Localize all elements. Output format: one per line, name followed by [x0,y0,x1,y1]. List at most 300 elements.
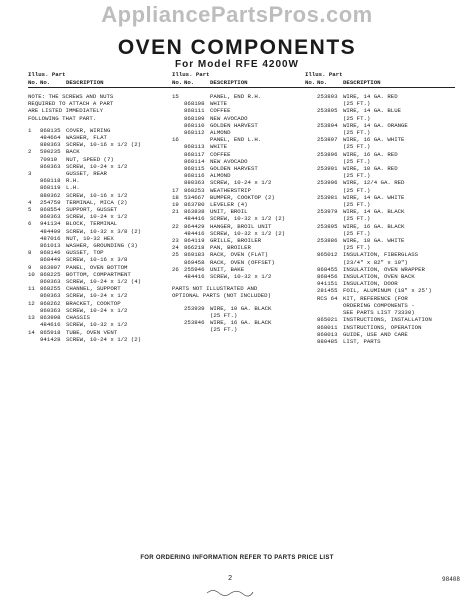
part-number: 484416 [184,215,205,223]
part-number: 864429 [184,222,205,230]
part-number: RCS 64 [317,294,338,302]
part-description: (23/4" x 82" x 19") [343,258,408,266]
part-row [305,165,455,172]
part-description: BACK [66,148,80,156]
illus-number [305,100,317,107]
part-number: 868135 [40,126,61,134]
illus-number: 17 [172,186,179,194]
part-number: 253901 [317,165,338,173]
parts-column-3 [305,71,455,345]
part-row [172,122,310,129]
part-row [172,107,310,114]
watermark-text: AppliancePartsPros.com [101,2,373,27]
part-description: BOTTOM, COMPARTMENT [66,270,131,278]
illus-number [172,143,184,150]
part-number: 868117 [184,150,205,158]
illus-number [305,136,317,143]
illus-number [305,338,317,345]
part-row [305,309,455,316]
part-number: 484409 [40,227,61,235]
part-row [172,194,310,201]
part-row [28,264,176,271]
part-row [28,177,176,184]
part-row [28,278,176,285]
part-number [317,115,343,122]
part-row [172,208,310,215]
part-row [172,237,310,244]
part-description: NEW AVOCADO [210,157,248,165]
illus-number [305,187,317,194]
part-description: GUSSET, TOP [66,249,104,257]
illus-number [305,280,317,287]
part-row [305,259,455,266]
column-header [28,71,176,93]
part-row [28,213,176,220]
part-row [305,93,455,100]
part-description: SCREW, 10-24 x 1/2 (2) [66,335,142,343]
part-row [172,165,310,172]
header-description: DESCRIPTION [66,79,104,86]
part-number [317,158,343,165]
part-row [305,324,455,331]
note-line: REQUIRED TO ATTACH A PART [28,100,114,108]
part-row [28,127,176,134]
illus-number [172,172,184,179]
part-row [28,256,176,263]
part-number: 484664 [40,134,61,142]
part-number: 868119 [40,184,61,192]
part-description: INSULATION, OVEN BACK [343,273,415,281]
illus-number [172,215,184,222]
part-number [184,312,210,319]
part-number: 253846 [184,319,205,327]
part-row [305,251,455,258]
illus-number [28,256,40,263]
part-description: GRILLE, BROILER [210,237,262,245]
note-line: OPTIONAL PARTS (NOT INCLUDED) [172,292,271,300]
part-row [172,251,310,258]
part-number: 941134 [40,220,61,228]
part-number [317,143,343,150]
part-row [28,235,176,242]
part-row [305,179,455,186]
part-description: (25 FT.) [343,129,371,137]
part-row [305,287,455,294]
header-no2: No. [317,79,328,86]
part-number: 253981 [317,193,338,201]
illus-number [305,158,317,165]
part-description: WIRE, 16 GA. WHITE [343,136,405,144]
illus-number: 21 [172,208,179,216]
illus-number [172,122,184,129]
part-description: SCREW, 10-32 x 1/2 (2) [210,215,286,223]
illus-number [28,292,40,299]
part-number: 253886 [317,237,338,245]
part-number: 253895 [317,107,338,115]
part-row [172,273,310,280]
part-description: PANEL, END L.H. [210,136,262,144]
illus-number [305,208,317,215]
illus-number [305,244,317,251]
part-description: COFFEE [210,107,231,115]
part-row [28,300,176,307]
illus-number: 25 [172,251,179,259]
illus-number [172,230,184,237]
part-description: SCREW, 10-24 x 1/2 [66,213,128,221]
part-number: 484416 [184,229,205,237]
part-description: (25 FT.) [343,215,371,223]
note-line: ARE LISTED IMMEDIATELY [28,107,104,115]
part-description: TERMINAL, MICA (2) [66,198,128,206]
illus-number [28,141,40,148]
part-description: INSULATION, FIBERGLASS [343,251,419,259]
part-row [28,170,176,177]
illus-number [305,194,317,201]
part-number [317,129,343,136]
part-row [305,237,455,244]
part-description: SCREW, 10-24 x 1/2 [66,162,128,170]
page-title: OVEN COMPONENTS [117,36,357,59]
header-row [305,79,455,88]
part-description: BRACKET, COOKTOP [66,299,121,307]
ordering-footer: FOR ORDERING INFORMATION REFER TO PARTS PRICE LIST [140,555,334,561]
part-description: BUMPER, COOKTOP (2) [210,193,275,201]
part-number [317,244,343,251]
part-row [28,148,176,155]
part-row [172,230,310,237]
illus-number [305,302,317,309]
illus-number [28,278,40,285]
part-number [317,187,343,194]
parts-list [172,305,310,334]
illus-number: 24 [172,244,179,252]
part-number: 866218 [184,244,205,252]
illus-number [172,326,184,333]
part-row [28,156,176,163]
part-description: INSTRUCTIONS, OPERATION [343,323,422,331]
header-no: No. [172,79,183,86]
illus-number [305,165,317,172]
part-row [305,136,455,143]
parts-list [28,127,176,343]
part-number: 865918 [40,328,61,336]
illus-number [28,235,40,242]
part-number: 487016 [40,234,61,242]
part-description: WIRE, 18 GA. WHITE [343,237,405,245]
illus-number: 10 [28,270,35,278]
illus-number [305,309,317,316]
part-row [305,151,455,158]
part-row [172,244,310,251]
part-row [305,280,455,287]
part-number: 253895 [317,222,338,230]
header-row [172,79,310,88]
illus-number [305,215,317,222]
part-description: UNIT, BROIL [210,208,248,216]
part-description: GUSSET, REAR [66,170,107,178]
header-row [28,79,176,88]
part-row [305,331,455,338]
page-code: 98408 [442,576,461,583]
illus-number [305,129,317,136]
part-number: 253897 [317,136,338,144]
part-number: 860363 [40,213,61,221]
part-number: 868118 [40,177,61,185]
part-row [28,271,176,278]
part-description: SUPPORT, GUSSET [66,206,118,214]
part-description: SCREW, 10-32 x 3/8 (2) [66,227,142,235]
part-description: SCREW, 10-32 x 1/2 [210,273,272,281]
page-subtitle: For Model RFE 4200W [174,59,299,70]
illus-number [305,324,317,331]
part-description: SCREW, 10-32 x 1/2 [66,321,128,329]
illus-number [28,228,40,235]
part-number: 253939 [184,304,205,312]
part-description: (25 FT.) [343,114,371,122]
illus-number [305,172,317,179]
handwritten-mark [205,587,255,597]
illus-number [28,242,40,249]
part-number: 880362 [40,191,61,199]
part-row [172,326,310,333]
part-row [305,215,455,222]
part-row [172,172,310,179]
part-number: 590235 [40,148,61,156]
part-number: 864119 [184,237,205,245]
part-row [172,100,310,107]
illus-number: 18 [172,193,179,201]
part-number: 254759 [40,198,61,206]
part-number: 70910 [40,155,58,163]
illus-number [172,165,184,172]
part-description: WIRE, 12/4 GA. RED [343,179,405,187]
illus-number: 5 [28,206,32,214]
part-description: GOLDEN HARVEST [210,165,258,173]
illus-number [28,321,40,328]
part-row [28,206,176,213]
part-number: 880363 [40,141,61,149]
part-number: 868255 [40,285,61,293]
header-illus-part: Illus. Part [28,71,66,78]
header-no: No. [28,79,39,86]
part-row [172,266,310,273]
illus-number [172,129,184,136]
illus-number: 6 [28,220,32,228]
part-description: R.H. [66,177,80,185]
part-row [305,266,455,273]
part-description: FOIL, ALUMINUM (18" x 25') [343,287,432,295]
header-description: DESCRIPTION [343,79,381,86]
part-number: 868554 [40,206,61,214]
part-row [305,208,455,215]
part-row [305,187,455,194]
part-description: WIRE, 14 GA. BLUE [343,107,402,115]
part-description: (25 FT.) [343,100,371,108]
header-description: DESCRIPTION [210,79,248,86]
parts-column-2 [172,71,310,334]
part-row [172,129,310,136]
parts-list [172,93,310,280]
part-row [305,172,455,179]
part-description: SCREW, 10-32 x 1/2 (2) [210,229,286,237]
part-number [184,93,210,100]
part-row [172,115,310,122]
part-number: 255946 [184,265,205,273]
part-number: 868116 [184,172,205,180]
part-row [305,100,455,107]
part-row [305,273,455,280]
part-row [305,295,455,302]
part-row [172,136,310,143]
part-description: SEE PARTS LIST 73330) [343,309,415,317]
part-description: WIRE, 10 GA. RED [343,165,398,173]
part-row [28,336,176,343]
illus-number [305,251,317,258]
parts-list [305,93,455,345]
illus-number [305,201,317,208]
part-number: 860363 [40,278,61,286]
part-row [28,192,176,199]
part-number [317,309,343,316]
part-row [305,302,455,309]
part-number: 868111 [184,107,205,115]
part-number: 868225 [40,270,61,278]
part-description: BLOCK, TERMINAL [66,220,118,228]
part-number: 863838 [184,208,205,216]
illus-number: 3 [28,170,32,178]
parts-note [28,93,176,122]
part-number: 868262 [40,299,61,307]
part-number: 868114 [184,157,205,165]
part-description: COVER, WIRING [66,126,111,134]
part-description: RACK, OVEN (FLAT) [210,251,269,259]
part-row [172,93,310,100]
note-line: NOTE: THE SCREWS AND NUTS [28,93,114,100]
illus-number: 19 [172,201,179,209]
part-number: 868112 [184,129,205,137]
part-number [317,100,343,107]
illus-number [28,307,40,314]
part-description: CHASSIS [66,314,90,322]
header-illus-part: Illus. Part [305,71,343,78]
part-description: WASHER, GROUNDING (3) [66,242,138,250]
illus-number: 23 [172,237,179,245]
part-number [317,201,343,208]
part-row [28,285,176,292]
illus-number: 1 [28,126,32,134]
illus-number: 13 [28,314,35,322]
illus-number [28,134,40,141]
part-row [305,316,455,323]
part-description: WIRE, 10 GA. BLACK [210,304,272,312]
part-description: GUIDE, USE AND CARE [343,330,408,338]
part-number [184,326,210,333]
part-number: 253893 [317,93,338,100]
part-number [40,170,66,177]
illus-number: 16 [172,136,179,144]
part-description: NEW AVOCADO [210,114,248,122]
part-description: WHITE [210,143,228,151]
part-row [172,201,310,208]
illus-number [172,319,184,326]
illus-number [305,273,317,280]
part-row [172,187,310,194]
part-row [172,319,310,326]
illus-number: 12 [28,299,35,307]
part-number: 869183 [184,251,205,259]
part-number: 941151 [317,280,338,288]
part-description: HANGER, BROIL UNIT [210,222,272,230]
illus-number [305,179,317,186]
part-description: TUBE, OVEN VENT [66,328,118,336]
part-description: INSULATION, DOOR [343,280,398,288]
part-row [172,179,310,186]
part-number [317,259,343,266]
part-row [305,230,455,237]
header-illus-part: Illus. Part [172,71,210,78]
part-row [172,223,310,230]
part-row [305,158,455,165]
part-row [172,215,310,222]
part-row [172,312,310,319]
illus-number [172,259,184,266]
part-number: 534667 [184,193,205,201]
part-description: SCREW, 10-24 x 1/2 [66,292,128,300]
part-number [184,136,210,143]
part-description: RACK, OVEN (OFFSET) [210,258,275,266]
part-row [28,307,176,314]
part-description: LIST, PARTS [343,337,381,345]
part-number: 865021 [317,316,338,324]
illus-number [305,295,317,302]
page-number: 2 [228,575,233,583]
part-row [28,321,176,328]
part-number: 281455 [317,287,338,295]
part-description: WHITE [210,100,228,108]
part-row [172,259,310,266]
part-description: (25 FT.) [343,186,371,194]
part-description: WIRE, 14 GA. RED [343,93,398,100]
part-description: UNIT, BAKE [210,265,245,273]
part-row [28,292,176,299]
part-number: 868108 [184,100,205,108]
part-description: WIRE, 14 GA. ORANGE [343,121,408,129]
part-description: (25 FT.) [343,172,371,180]
header-no2: No. [184,79,195,86]
part-description: COFFEE [210,150,231,158]
part-number [317,215,343,222]
illus-number [305,143,317,150]
part-description: WIRE, 14 GA. WHITE [343,193,405,201]
part-number: 868456 [317,273,338,281]
illus-number [172,312,184,319]
part-row [28,199,176,206]
part-description: GOLDEN HARVEST [210,121,258,129]
part-description: WIRE, 14 GA. BLACK [343,208,405,216]
illus-number [305,122,317,129]
part-row [28,242,176,249]
part-description: SCREW, 10-16 x 1/2 (2) [66,141,142,149]
illus-number: 14 [28,328,35,336]
header-no2: No. [40,79,51,86]
part-row [172,151,310,158]
part-description: SCREW, 10-16 x 1/2 [66,191,128,199]
part-number: 868455 [317,265,338,273]
illus-number [28,192,40,199]
part-number: 484416 [184,273,205,281]
part-row [28,184,176,191]
part-description: (25 FT.) [343,229,371,237]
